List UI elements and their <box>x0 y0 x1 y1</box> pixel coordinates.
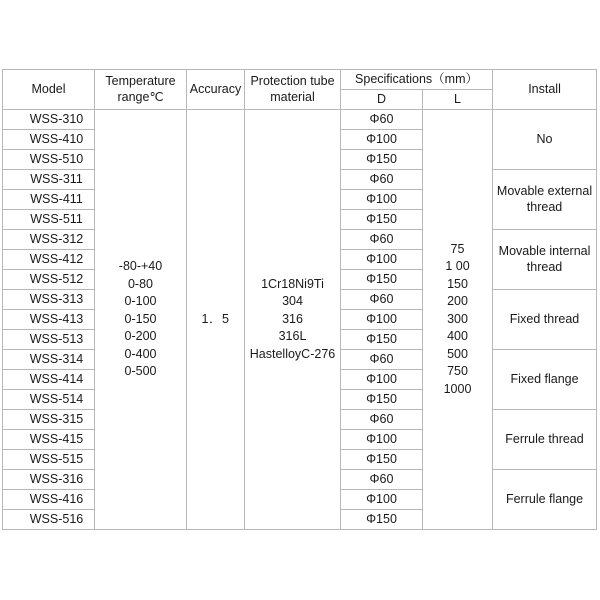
material-value: HastelloyC-276 <box>249 346 336 361</box>
length-cell <box>423 110 493 530</box>
length-value: 500 <box>447 346 468 361</box>
material-value: 316L <box>278 329 307 344</box>
temperature-range-cell <box>95 110 187 530</box>
header-protection-line1: Protection tube <box>250 73 335 88</box>
material-value: 316 <box>282 311 303 326</box>
install-cell: Fixed flange <box>493 350 597 410</box>
diameter-cell: Φ60 <box>341 470 423 490</box>
model-cell: WSS-416 <box>3 490 95 510</box>
header-install: Install <box>493 70 597 110</box>
length-value: 1 00 <box>445 259 470 274</box>
temperature-value: 0-500 <box>124 364 157 379</box>
length-value: 75 <box>450 241 465 256</box>
accuracy-cell: 1．5 <box>187 110 245 530</box>
temperature-value: -80-+40 <box>118 259 163 274</box>
header-spec-d: D <box>341 90 423 110</box>
model-cell: WSS-314 <box>3 350 95 370</box>
material-value: 304 <box>282 294 303 309</box>
diameter-cell: Φ60 <box>341 350 423 370</box>
diameter-cell: Φ150 <box>341 210 423 230</box>
header-temperature-range <box>95 70 187 110</box>
model-cell: WSS-315 <box>3 410 95 430</box>
diameter-cell: Φ100 <box>341 190 423 210</box>
install-cell: Movable external thread <box>493 170 597 230</box>
model-cell: WSS-512 <box>3 270 95 290</box>
model-cell: WSS-310 <box>3 110 95 130</box>
header-temperature-line2: range℃ <box>117 89 164 104</box>
material-cell <box>245 110 341 530</box>
model-cell: WSS-316 <box>3 470 95 490</box>
length-value: 300 <box>447 311 468 326</box>
model-cell: WSS-413 <box>3 310 95 330</box>
temperature-value: 0-80 <box>127 276 154 291</box>
model-cell: WSS-510 <box>3 150 95 170</box>
model-cell: WSS-511 <box>3 210 95 230</box>
header-specifications: Specifications（mm） <box>341 70 493 90</box>
model-cell: WSS-411 <box>3 190 95 210</box>
header-spec-l: L <box>423 90 493 110</box>
diameter-cell: Φ150 <box>341 150 423 170</box>
material-value: 1Cr18Ni9Ti <box>261 276 324 291</box>
diameter-cell: Φ100 <box>341 370 423 390</box>
model-cell: WSS-415 <box>3 430 95 450</box>
length-value: 1000 <box>443 381 472 396</box>
length-value: 400 <box>447 329 468 344</box>
diameter-cell: Φ100 <box>341 310 423 330</box>
install-cell: Ferrule flange <box>493 470 597 530</box>
diameter-cell: Φ60 <box>341 230 423 250</box>
diameter-cell: Φ150 <box>341 270 423 290</box>
model-cell: WSS-414 <box>3 370 95 390</box>
diameter-cell: Φ60 <box>341 290 423 310</box>
install-cell: Ferrule thread <box>493 410 597 470</box>
model-cell: WSS-513 <box>3 330 95 350</box>
diameter-cell: Φ100 <box>341 430 423 450</box>
install-cell: Fixed thread <box>493 290 597 350</box>
model-cell: WSS-312 <box>3 230 95 250</box>
diameter-cell: Φ100 <box>341 250 423 270</box>
model-cell: WSS-410 <box>3 130 95 150</box>
diameter-cell: Φ150 <box>341 390 423 410</box>
length-value: 150 <box>447 276 468 291</box>
length-value: 750 <box>447 364 468 379</box>
header-protection-line2: material <box>270 89 315 104</box>
temperature-value: 0-200 <box>124 329 157 344</box>
model-cell: WSS-412 <box>3 250 95 270</box>
diameter-cell: Φ60 <box>341 110 423 130</box>
header-accuracy: Accuracy <box>187 70 245 110</box>
diameter-cell: Φ60 <box>341 410 423 430</box>
diameter-cell: Φ150 <box>341 450 423 470</box>
temperature-value: 0-400 <box>124 346 157 361</box>
diameter-cell: Φ100 <box>341 130 423 150</box>
model-cell: WSS-311 <box>3 170 95 190</box>
table-row <box>3 110 597 130</box>
model-cell: WSS-313 <box>3 290 95 310</box>
diameter-cell: Φ100 <box>341 490 423 510</box>
header-temperature-line1: Temperature <box>105 73 176 88</box>
install-cell: Movable internal thread <box>493 230 597 290</box>
model-cell: WSS-514 <box>3 390 95 410</box>
length-value: 200 <box>447 294 468 309</box>
diameter-cell: Φ60 <box>341 170 423 190</box>
header-protection-tube-material <box>245 70 341 110</box>
specifications-table <box>2 69 597 530</box>
install-cell: No <box>493 110 597 170</box>
temperature-value: 0-100 <box>124 294 157 309</box>
header-model: Model <box>3 70 95 110</box>
diameter-cell: Φ150 <box>341 330 423 350</box>
diameter-cell: Φ150 <box>341 510 423 530</box>
model-cell: WSS-516 <box>3 510 95 530</box>
temperature-value: 0-150 <box>124 311 157 326</box>
model-cell: WSS-515 <box>3 450 95 470</box>
